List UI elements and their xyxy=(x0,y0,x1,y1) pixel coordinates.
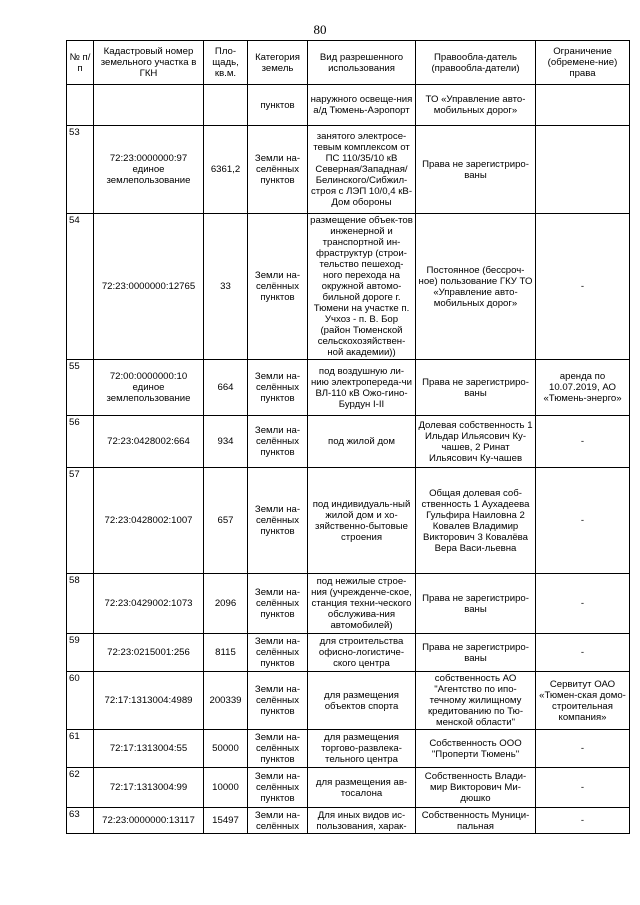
cell-holder: Долевая собственность 1 Ильдар Ильясович Ку-чашев, 2 Ринат Ильясович Ку-чашев xyxy=(416,416,536,468)
header-area: Пло-щадь, кв.м. xyxy=(204,41,248,85)
header-use: Вид разрешенного использования xyxy=(308,41,416,85)
cell-area xyxy=(204,85,248,126)
cell-holder: Права не зарегистриро-ваны xyxy=(416,126,536,214)
header-restriction: Ограничение (обремене-ние) права xyxy=(536,41,630,85)
cell-use: для размещения объектов спорта xyxy=(308,672,416,730)
cell-category: Земли на-селённых пунктов xyxy=(248,360,308,416)
cell-use: Для иных видов ис-пользования, харак- xyxy=(308,808,416,834)
cell-num xyxy=(67,85,94,126)
cell-num: 55 xyxy=(67,360,94,416)
cell-use: размещение объек-тов инженерной и транспортной ин-фраструктур (строи-тельство пешеход-ного перехода на окружной автомо-бильной дороге г. Тюмени на участке п. Учхоз - п. В. Бор (район Тюменской сельскохозяйствен-ной академии)) xyxy=(308,214,416,360)
table-row xyxy=(67,672,630,730)
cell-area: 6361,2 xyxy=(204,126,248,214)
cell-holder: Собственность Влади-мир Викторович Ми-дюшко xyxy=(416,768,536,808)
cell-num: 62 xyxy=(67,768,94,808)
cell-category: Земли на-селённых пунктов xyxy=(248,574,308,634)
cell-category: Земли на-селённых пунктов xyxy=(248,768,308,808)
cell-restriction: - xyxy=(536,730,630,768)
cell-category: Земли на-селённых пунктов xyxy=(248,214,308,360)
cell-cadastral xyxy=(94,85,204,126)
cell-area: 200339 xyxy=(204,672,248,730)
cell-cadastral: 72:23:0428002:1007 xyxy=(94,468,204,574)
cell-num: 53 xyxy=(67,126,94,214)
cell-holder: ТО «Управление авто-мобильных дорог» xyxy=(416,85,536,126)
cell-restriction: - xyxy=(536,808,630,834)
page-number: 80 xyxy=(313,22,327,37)
cell-cadastral: 72:23:0429002:1073 xyxy=(94,574,204,634)
cell-restriction: - xyxy=(536,468,630,574)
cell-use: для строительства офисно-логистиче-ского центра xyxy=(308,634,416,672)
cell-holder: Постоянное (бессроч-ное) пользование ГКУ ТО «Управление авто-мобильных дорог» xyxy=(416,214,536,360)
cell-area: 664 xyxy=(204,360,248,416)
cell-category: Земли на-селённых xyxy=(248,808,308,834)
cell-category: Земли на-селённых пунктов xyxy=(248,416,308,468)
cell-category: пунктов xyxy=(248,85,308,126)
cell-holder: собственность АО "Агентство по ипо-течному жилищному кредитованию по Тю-менской области" xyxy=(416,672,536,730)
table-row xyxy=(67,768,630,808)
cell-restriction xyxy=(536,85,630,126)
cell-restriction: - xyxy=(536,634,630,672)
cell-cadastral: 72:17:1313004:55 xyxy=(94,730,204,768)
table-row xyxy=(67,468,630,574)
table-row xyxy=(67,574,630,634)
table-row xyxy=(67,730,630,768)
cell-use: наружного освеще-ния а/д Тюмень-Аэропорт xyxy=(308,85,416,126)
cell-use: занятого электросе-тевым комплексом от ПС 110/35/10 кВ Северная/Западная/ Белинского/Сибжил-строя с ЛЭП 10/0,4 кВ-Дом обороны xyxy=(308,126,416,214)
cell-cadastral: 72:17:1313004:99 xyxy=(94,768,204,808)
cell-cadastral: 72:23:0000000:97 единое землепользование xyxy=(94,126,204,214)
cell-category: Земли на-селённых пунктов xyxy=(248,730,308,768)
cell-area: 657 xyxy=(204,468,248,574)
cell-cadastral: 72:23:0428002:664 xyxy=(94,416,204,468)
cell-use: под воздушную ли-нию электропереда-чи ВЛ-110 кВ Ожо-гино-Бурдун I-II xyxy=(308,360,416,416)
table-header-row xyxy=(67,41,630,85)
cell-category: Земли на-селённых пунктов xyxy=(248,672,308,730)
header-category: Категория земель xyxy=(248,41,308,85)
cell-area: 50000 xyxy=(204,730,248,768)
cell-num: 54 xyxy=(67,214,94,360)
cell-restriction xyxy=(536,126,630,214)
cell-restriction: аренда по 10.07.2019, АО «Тюмень-энерго» xyxy=(536,360,630,416)
cell-num: 59 xyxy=(67,634,94,672)
header-cadastral: Кадастровый номер земельного участка в ГКН xyxy=(94,41,204,85)
cell-restriction: - xyxy=(536,214,630,360)
table-row xyxy=(67,634,630,672)
cell-restriction: Сервитут ОАО «Тюмен-ская домо-строительная компания» xyxy=(536,672,630,730)
cell-area: 15497 xyxy=(204,808,248,834)
header-num: № п/п xyxy=(67,41,94,85)
cell-use: для размещения торгово-развлека-тельного центра xyxy=(308,730,416,768)
cell-holder: Права не зарегистриро-ваны xyxy=(416,574,536,634)
cell-category: Земли на-селённых пунктов xyxy=(248,468,308,574)
cell-restriction: - xyxy=(536,768,630,808)
cell-holder: Собственность Муници-пальная xyxy=(416,808,536,834)
table-row xyxy=(67,360,630,416)
cell-num: 63 xyxy=(67,808,94,834)
cell-area: 10000 xyxy=(204,768,248,808)
cell-use: под нежилые строе-ния (учрежденче-ское, станция техни-ческого обслужива-ния автомобилей) xyxy=(308,574,416,634)
cell-use: для размещения ав-тосалона xyxy=(308,768,416,808)
cell-cadastral: 72:00:0000000:10 единое землепользование xyxy=(94,360,204,416)
table-row xyxy=(67,416,630,468)
cell-area: 33 xyxy=(204,214,248,360)
cell-area: 934 xyxy=(204,416,248,468)
cell-num: 57 xyxy=(67,468,94,574)
cell-category: Земли на-селённых пунктов xyxy=(248,634,308,672)
table-row xyxy=(67,808,630,834)
cell-cadastral: 72:23:0000000:12765 xyxy=(94,214,204,360)
table-row xyxy=(67,214,630,360)
cell-use: под жилой дом xyxy=(308,416,416,468)
cell-holder: Права не зарегистриро-ваны xyxy=(416,634,536,672)
cell-area: 8115 xyxy=(204,634,248,672)
cell-use: под индивидуаль-ный жилой дом и хо-зяйственно-бытовые строения xyxy=(308,468,416,574)
cell-holder: Общая долевая соб-ственность 1 Аухадеева Гульфира Наиловна 2 Ковалев Владимир Викторович 3 Ковалёва Вера Васи-льевна xyxy=(416,468,536,574)
cell-num: 61 xyxy=(67,730,94,768)
land-plots-table xyxy=(66,40,630,834)
cell-restriction: - xyxy=(536,574,630,634)
cell-cadastral: 72:23:0215001:256 xyxy=(94,634,204,672)
table-row xyxy=(67,85,630,126)
cell-cadastral: 72:17:1313004:4989 xyxy=(94,672,204,730)
cell-num: 56 xyxy=(67,416,94,468)
table-row xyxy=(67,126,630,214)
cell-num: 60 xyxy=(67,672,94,730)
header-holder: Правооблa-датель (правооблa-датели) xyxy=(416,41,536,85)
cell-area: 2096 xyxy=(204,574,248,634)
cell-holder: Права не зарегистриро-ваны xyxy=(416,360,536,416)
cell-restriction: - xyxy=(536,416,630,468)
cell-category: Земли на-селённых пунктов xyxy=(248,126,308,214)
cell-holder: Собственность ООО "Проперти Тюмень" xyxy=(416,730,536,768)
cell-cadastral: 72:23:0000000:13117 xyxy=(94,808,204,834)
cell-num: 58 xyxy=(67,574,94,634)
